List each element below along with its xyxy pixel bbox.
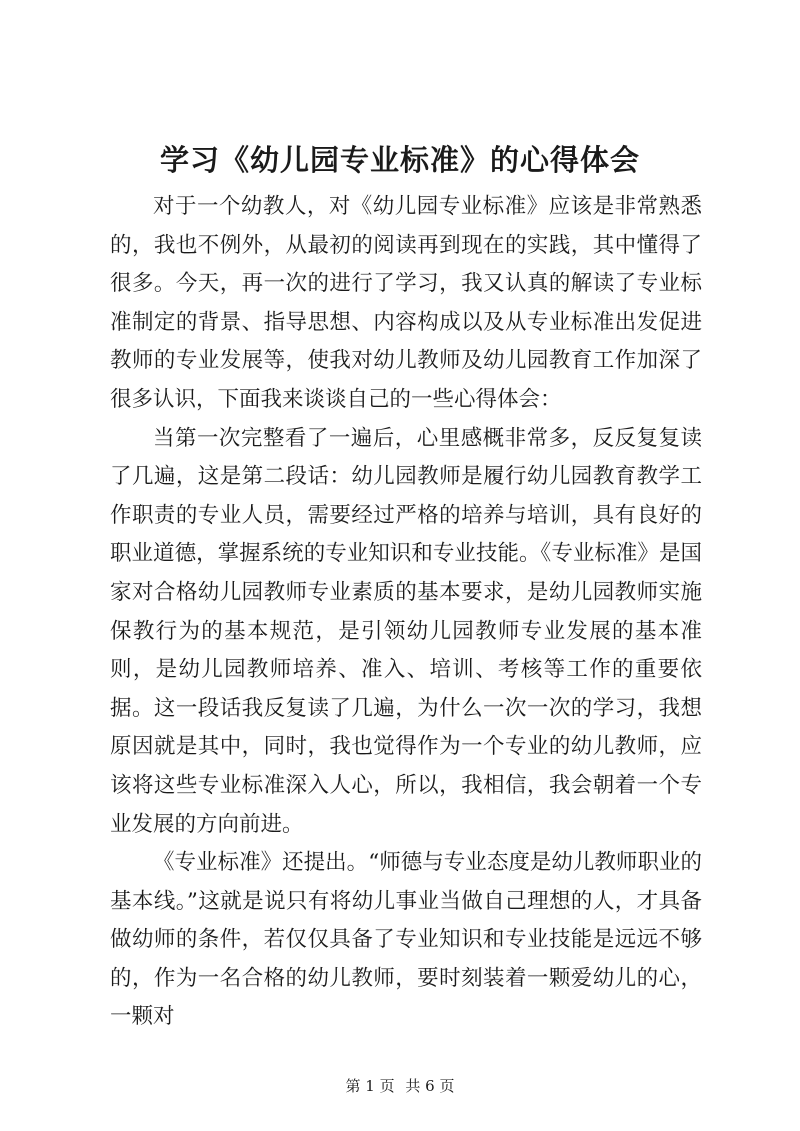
paragraph-3: 《专业标准》还提出。“师德与专业态度是幼儿教师职业的基本线。”这就是说只有将幼儿事业当做自己理想的人，才具备做幼师的条件，若仅仅具备了专业知识和专业技能是远远不够的，作为一名合格的幼儿教师，要时刻装着一颗爱幼儿的心，一颗对: [110, 850, 702, 1030]
page-total: 共 6 页: [405, 1077, 455, 1095]
page-footer: [0, 1076, 800, 1096]
document-body: [110, 188, 702, 1037]
paragraph-1: 对于一个幼教人，对《幼儿园专业标准》应该是非常熟悉的，我也不例外，从最初的阅读再到现在的实践，其中懂得了很多。今天，再一次的进行了学习，我又认真的解读了专业标准制定的背景、指导思想、内容构成以及从专业标准出发促进教师的专业发展等，使我对幼儿教师及幼儿园教育工作加深了很多认识，下面我来谈谈自己的一些心得体会：: [110, 194, 702, 412]
document-title: 学习《幼儿园专业标准》的心得体会: [159, 143, 640, 177]
paragraph-2: 当第一次完整看了一遍后，心里感概非常多，反反复复读了几遍，这是第二段话：幼儿园教师是履行幼儿园教育教学工作职责的专业人员，需要经过严格的培养与培训，具有良好的职业道德，掌握系统的专业知识和专业技能。《专业标准》是国家对合格幼儿园教师专业素质的基本要求，是幼儿园教师实施保教行为的基本规范，是引领幼儿园教师专业发展的基本准则，是幼儿园教师培养、准入、培训、考核等工作的重要依据。这一段话我反复读了几遍，为什么一次一次的学习，我想原因就是其中，同时，我也觉得作为一个专业的幼儿教师，应该将这些专业标准深入人心，所以，我相信，我会朝着一个专业发展的方向前进。: [110, 425, 702, 837]
page-number: 第 1 页: [345, 1077, 395, 1095]
